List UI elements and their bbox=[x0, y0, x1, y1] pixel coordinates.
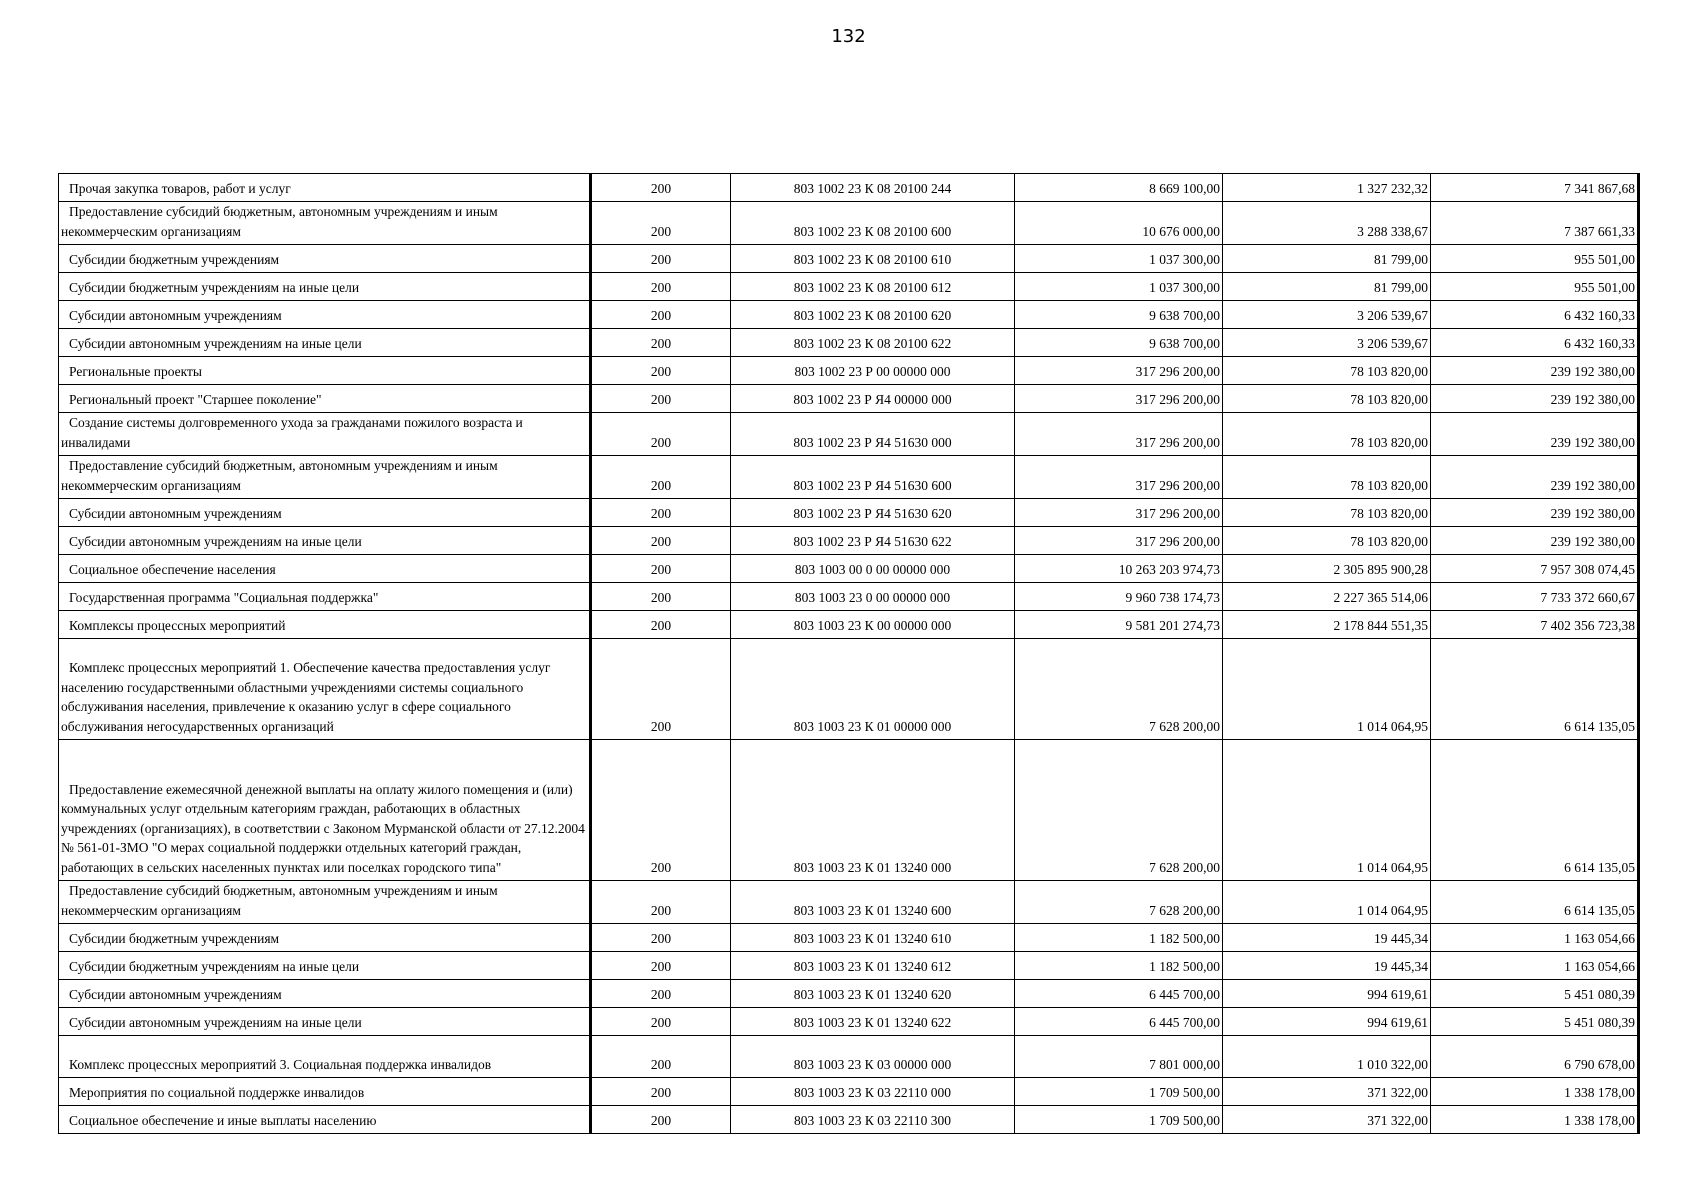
row-name-cell bbox=[59, 527, 591, 555]
table-row bbox=[59, 1036, 1639, 1078]
row-code-cell: 200 bbox=[591, 357, 731, 385]
table-row bbox=[59, 385, 1639, 413]
row-name-cell bbox=[59, 583, 591, 611]
row-kbk-cell: 803 1003 23 К 01 13240 600 bbox=[731, 881, 1015, 924]
row-remaining-cell: 239 192 380,00 bbox=[1431, 385, 1639, 413]
row-executed-cell: 2 305 895 900,28 bbox=[1223, 555, 1431, 583]
row-remaining-cell: 5 451 080,39 bbox=[1431, 980, 1639, 1008]
row-approved-cell: 1 037 300,00 bbox=[1015, 273, 1223, 301]
row-approved-cell: 317 296 200,00 bbox=[1015, 357, 1223, 385]
row-kbk-cell: 803 1003 23 К 03 22110 000 bbox=[731, 1078, 1015, 1106]
row-kbk-cell: 803 1002 23 Р 00 00000 000 bbox=[731, 357, 1015, 385]
row-approved-cell: 317 296 200,00 bbox=[1015, 499, 1223, 527]
row-remaining-cell: 6 432 160,33 bbox=[1431, 301, 1639, 329]
table-row bbox=[59, 952, 1639, 980]
row-remaining-cell: 955 501,00 bbox=[1431, 245, 1639, 273]
row-approved-cell: 317 296 200,00 bbox=[1015, 385, 1223, 413]
table-row bbox=[59, 639, 1639, 740]
row-approved-cell: 7 628 200,00 bbox=[1015, 639, 1223, 740]
row-executed-cell: 3 206 539,67 bbox=[1223, 301, 1431, 329]
row-name-text: Социальное обеспечение и иные выплаты населению bbox=[69, 1112, 377, 1128]
row-executed-cell: 81 799,00 bbox=[1223, 273, 1431, 301]
table-row bbox=[59, 273, 1639, 301]
row-code-cell: 200 bbox=[591, 924, 731, 952]
row-remaining-cell: 7 957 308 074,45 bbox=[1431, 555, 1639, 583]
row-kbk-cell: 803 1002 23 К 08 20100 600 bbox=[731, 202, 1015, 245]
row-kbk-cell: 803 1002 23 К 08 20100 244 bbox=[731, 174, 1015, 202]
row-code-cell: 200 bbox=[591, 245, 731, 273]
row-name-cell bbox=[59, 1106, 591, 1134]
row-executed-cell: 371 322,00 bbox=[1223, 1106, 1431, 1134]
row-remaining-cell: 239 192 380,00 bbox=[1431, 499, 1639, 527]
row-kbk-cell: 803 1002 23 К 08 20100 622 bbox=[731, 329, 1015, 357]
row-kbk-cell: 803 1003 23 К 01 13240 622 bbox=[731, 1008, 1015, 1036]
row-name-text: Комплекс процессных мероприятий 3. Социальная поддержка инвалидов bbox=[69, 1056, 492, 1072]
row-approved-cell: 10 676 000,00 bbox=[1015, 202, 1223, 245]
row-name-text: Предоставление субсидий бюджетным, автономным учреждениям и иным некоммерческим организациям bbox=[61, 458, 498, 493]
table-row bbox=[59, 174, 1639, 202]
row-name-cell bbox=[59, 952, 591, 980]
row-code-cell: 200 bbox=[591, 273, 731, 301]
row-remaining-cell: 6 790 678,00 bbox=[1431, 1036, 1639, 1078]
row-executed-cell: 1 014 064,95 bbox=[1223, 639, 1431, 740]
row-code-cell: 200 bbox=[591, 301, 731, 329]
table-row bbox=[59, 527, 1639, 555]
row-remaining-cell: 6 614 135,05 bbox=[1431, 881, 1639, 924]
row-name-cell bbox=[59, 980, 591, 1008]
row-executed-cell: 1 014 064,95 bbox=[1223, 881, 1431, 924]
row-name-text: Субсидии бюджетным учреждениям на иные цели bbox=[69, 958, 360, 974]
row-name-cell bbox=[59, 329, 591, 357]
row-executed-cell: 994 619,61 bbox=[1223, 1008, 1431, 1036]
row-name-cell bbox=[59, 611, 591, 639]
row-approved-cell: 10 263 203 974,73 bbox=[1015, 555, 1223, 583]
row-remaining-cell: 7 341 867,68 bbox=[1431, 174, 1639, 202]
row-approved-cell: 1 182 500,00 bbox=[1015, 952, 1223, 980]
row-name-cell bbox=[59, 385, 591, 413]
row-code-cell: 200 bbox=[591, 1036, 731, 1078]
row-code-cell: 200 bbox=[591, 611, 731, 639]
row-code-cell: 200 bbox=[591, 456, 731, 499]
row-name-cell bbox=[59, 413, 591, 456]
row-name-text: Государственная программа "Социальная поддержка" bbox=[69, 589, 379, 605]
row-name-cell bbox=[59, 639, 591, 740]
row-name-text: Комплексы процессных мероприятий bbox=[69, 617, 286, 633]
row-kbk-cell: 803 1003 00 0 00 00000 000 bbox=[731, 555, 1015, 583]
row-name-text: Комплекс процессных мероприятий 1. Обеспечение качества предоставления услуг населению государственными областными учреждениями системы социального обслуживания населения, привлечение к оказанию услуг в сфере социального обслуживания негосударственных организаций bbox=[61, 660, 551, 734]
row-kbk-cell: 803 1003 23 0 00 00000 000 bbox=[731, 583, 1015, 611]
row-code-cell: 200 bbox=[591, 413, 731, 456]
row-approved-cell: 6 445 700,00 bbox=[1015, 980, 1223, 1008]
row-executed-cell: 78 103 820,00 bbox=[1223, 357, 1431, 385]
row-approved-cell: 1 709 500,00 bbox=[1015, 1078, 1223, 1106]
row-name-cell bbox=[59, 301, 591, 329]
budget-table bbox=[58, 173, 1640, 1134]
row-remaining-cell: 1 338 178,00 bbox=[1431, 1106, 1639, 1134]
row-approved-cell: 317 296 200,00 bbox=[1015, 413, 1223, 456]
row-remaining-cell: 7 402 356 723,38 bbox=[1431, 611, 1639, 639]
row-kbk-cell: 803 1002 23 К 08 20100 610 bbox=[731, 245, 1015, 273]
row-code-cell: 200 bbox=[591, 639, 731, 740]
row-approved-cell: 1 037 300,00 bbox=[1015, 245, 1223, 273]
row-kbk-cell: 803 1003 23 К 01 00000 000 bbox=[731, 639, 1015, 740]
table-row bbox=[59, 1106, 1639, 1134]
row-name-cell bbox=[59, 924, 591, 952]
table-row bbox=[59, 924, 1639, 952]
row-name-cell bbox=[59, 881, 591, 924]
table-row bbox=[59, 583, 1639, 611]
row-name-cell bbox=[59, 555, 591, 583]
row-remaining-cell: 1 163 054,66 bbox=[1431, 952, 1639, 980]
row-code-cell: 200 bbox=[591, 329, 731, 357]
row-code-cell: 200 bbox=[591, 527, 731, 555]
row-executed-cell: 78 103 820,00 bbox=[1223, 527, 1431, 555]
table-row bbox=[59, 1008, 1639, 1036]
row-name-text: Субсидии автономным учреждениям bbox=[69, 986, 282, 1002]
row-kbk-cell: 803 1003 23 К 01 13240 610 bbox=[731, 924, 1015, 952]
row-name-text: Предоставление субсидий бюджетным, автономным учреждениям и иным некоммерческим организациям bbox=[61, 883, 498, 918]
table-row bbox=[59, 555, 1639, 583]
budget-table-body bbox=[59, 174, 1639, 1134]
row-name-text: Субсидии автономным учреждениям bbox=[69, 505, 282, 521]
row-approved-cell: 317 296 200,00 bbox=[1015, 456, 1223, 499]
row-executed-cell: 1 327 232,32 bbox=[1223, 174, 1431, 202]
row-code-cell: 200 bbox=[591, 555, 731, 583]
row-kbk-cell: 803 1003 23 К 03 00000 000 bbox=[731, 1036, 1015, 1078]
row-name-text: Субсидии бюджетным учреждениям bbox=[69, 930, 280, 946]
row-code-cell: 200 bbox=[591, 1078, 731, 1106]
row-remaining-cell: 239 192 380,00 bbox=[1431, 456, 1639, 499]
row-executed-cell: 3 206 539,67 bbox=[1223, 329, 1431, 357]
row-executed-cell: 2 227 365 514,06 bbox=[1223, 583, 1431, 611]
row-code-cell: 200 bbox=[591, 1106, 731, 1134]
row-remaining-cell: 6 614 135,05 bbox=[1431, 740, 1639, 881]
row-remaining-cell: 1 163 054,66 bbox=[1431, 924, 1639, 952]
row-executed-cell: 78 103 820,00 bbox=[1223, 413, 1431, 456]
table-row bbox=[59, 1078, 1639, 1106]
row-approved-cell: 9 960 738 174,73 bbox=[1015, 583, 1223, 611]
table-row bbox=[59, 245, 1639, 273]
row-kbk-cell: 803 1002 23 Р Я4 51630 622 bbox=[731, 527, 1015, 555]
row-executed-cell: 1 010 322,00 bbox=[1223, 1036, 1431, 1078]
row-code-cell: 200 bbox=[591, 385, 731, 413]
row-remaining-cell: 239 192 380,00 bbox=[1431, 527, 1639, 555]
table-row bbox=[59, 329, 1639, 357]
row-approved-cell: 6 445 700,00 bbox=[1015, 1008, 1223, 1036]
row-kbk-cell: 803 1003 23 К 01 13240 612 bbox=[731, 952, 1015, 980]
row-remaining-cell: 239 192 380,00 bbox=[1431, 413, 1639, 456]
row-name-text: Предоставление ежемесячной денежной выплаты на оплату жилого помещения и (или) коммунальных услуг отдельным категориям граждан, работающих в областных учреждениях (организациях), в соответствии с Законом Мурманской области от 27.12.2004 № 561-01-ЗМО "О мерах социальной поддержки отдельных категорий граждан, работающих в сельских населенных пунктах или поселках городского типа" bbox=[61, 781, 585, 875]
row-approved-cell: 7 628 200,00 bbox=[1015, 881, 1223, 924]
row-remaining-cell: 7 733 372 660,67 bbox=[1431, 583, 1639, 611]
row-name-text: Мероприятия по социальной поддержке инвалидов bbox=[69, 1084, 365, 1100]
row-remaining-cell: 6 614 135,05 bbox=[1431, 639, 1639, 740]
row-kbk-cell: 803 1002 23 Р Я4 51630 620 bbox=[731, 499, 1015, 527]
row-name-cell bbox=[59, 740, 591, 881]
row-name-text: Социальное обеспечение населения bbox=[69, 561, 276, 577]
table-row bbox=[59, 740, 1639, 881]
row-executed-cell: 371 322,00 bbox=[1223, 1078, 1431, 1106]
row-executed-cell: 1 014 064,95 bbox=[1223, 740, 1431, 881]
row-approved-cell: 7 801 000,00 bbox=[1015, 1036, 1223, 1078]
row-remaining-cell: 239 192 380,00 bbox=[1431, 357, 1639, 385]
row-code-cell: 200 bbox=[591, 952, 731, 980]
row-name-text: Прочая закупка товаров, работ и услуг bbox=[69, 180, 291, 196]
row-name-cell bbox=[59, 1008, 591, 1036]
table-row bbox=[59, 881, 1639, 924]
row-code-cell: 200 bbox=[591, 1008, 731, 1036]
row-code-cell: 200 bbox=[591, 583, 731, 611]
row-approved-cell: 9 638 700,00 bbox=[1015, 301, 1223, 329]
row-kbk-cell: 803 1003 23 К 00 00000 000 bbox=[731, 611, 1015, 639]
row-executed-cell: 81 799,00 bbox=[1223, 245, 1431, 273]
row-code-cell: 200 bbox=[591, 740, 731, 881]
row-name-cell bbox=[59, 174, 591, 202]
row-name-text: Субсидии автономным учреждениям на иные цели bbox=[69, 335, 362, 351]
row-name-text: Региональные проекты bbox=[69, 363, 202, 379]
row-executed-cell: 78 103 820,00 bbox=[1223, 499, 1431, 527]
table-row bbox=[59, 611, 1639, 639]
row-executed-cell: 3 288 338,67 bbox=[1223, 202, 1431, 245]
row-executed-cell: 78 103 820,00 bbox=[1223, 456, 1431, 499]
row-name-text: Предоставление субсидий бюджетным, автономным учреждениям и иным некоммерческим организациям bbox=[61, 204, 498, 239]
row-name-cell bbox=[59, 499, 591, 527]
row-name-cell bbox=[59, 1078, 591, 1106]
row-remaining-cell: 7 387 661,33 bbox=[1431, 202, 1639, 245]
row-name-cell bbox=[59, 202, 591, 245]
row-name-text: Субсидии бюджетным учреждениям на иные цели bbox=[69, 279, 360, 295]
row-name-cell bbox=[59, 456, 591, 499]
row-kbk-cell: 803 1002 23 Р Я4 51630 600 bbox=[731, 456, 1015, 499]
table-row bbox=[59, 456, 1639, 499]
row-remaining-cell: 955 501,00 bbox=[1431, 273, 1639, 301]
row-approved-cell: 9 581 201 274,73 bbox=[1015, 611, 1223, 639]
row-code-cell: 200 bbox=[591, 499, 731, 527]
row-name-text: Субсидии автономным учреждениям на иные цели bbox=[69, 1014, 362, 1030]
table-row bbox=[59, 202, 1639, 245]
row-kbk-cell: 803 1002 23 Р Я4 51630 000 bbox=[731, 413, 1015, 456]
row-executed-cell: 78 103 820,00 bbox=[1223, 385, 1431, 413]
table-row bbox=[59, 413, 1639, 456]
row-code-cell: 200 bbox=[591, 202, 731, 245]
table-row bbox=[59, 301, 1639, 329]
row-remaining-cell: 1 338 178,00 bbox=[1431, 1078, 1639, 1106]
row-code-cell: 200 bbox=[591, 881, 731, 924]
row-kbk-cell: 803 1002 23 К 08 20100 620 bbox=[731, 301, 1015, 329]
row-executed-cell: 2 178 844 551,35 bbox=[1223, 611, 1431, 639]
row-name-cell bbox=[59, 245, 591, 273]
row-executed-cell: 19 445,34 bbox=[1223, 924, 1431, 952]
row-approved-cell: 9 638 700,00 bbox=[1015, 329, 1223, 357]
row-executed-cell: 994 619,61 bbox=[1223, 980, 1431, 1008]
row-remaining-cell: 6 432 160,33 bbox=[1431, 329, 1639, 357]
row-kbk-cell: 803 1002 23 К 08 20100 612 bbox=[731, 273, 1015, 301]
row-name-cell bbox=[59, 1036, 591, 1078]
row-approved-cell: 317 296 200,00 bbox=[1015, 527, 1223, 555]
row-name-text: Создание системы долговременного ухода за гражданами пожилого возраста и инвалидами bbox=[61, 415, 523, 450]
table-row bbox=[59, 357, 1639, 385]
page-number: 132 bbox=[831, 26, 866, 47]
row-code-cell: 200 bbox=[591, 174, 731, 202]
row-kbk-cell: 803 1003 23 К 01 13240 620 bbox=[731, 980, 1015, 1008]
row-approved-cell: 1 709 500,00 bbox=[1015, 1106, 1223, 1134]
row-name-text: Субсидии автономным учреждениям на иные цели bbox=[69, 533, 362, 549]
row-approved-cell: 1 182 500,00 bbox=[1015, 924, 1223, 952]
row-name-cell bbox=[59, 273, 591, 301]
row-kbk-cell: 803 1003 23 К 01 13240 000 bbox=[731, 740, 1015, 881]
table-row bbox=[59, 499, 1639, 527]
row-approved-cell: 8 669 100,00 bbox=[1015, 174, 1223, 202]
row-name-text: Региональный проект "Старшее поколение" bbox=[69, 391, 322, 407]
row-code-cell: 200 bbox=[591, 980, 731, 1008]
row-name-text: Субсидии бюджетным учреждениям bbox=[69, 251, 280, 267]
row-executed-cell: 19 445,34 bbox=[1223, 952, 1431, 980]
row-kbk-cell: 803 1003 23 К 03 22110 300 bbox=[731, 1106, 1015, 1134]
row-remaining-cell: 5 451 080,39 bbox=[1431, 1008, 1639, 1036]
row-name-cell bbox=[59, 357, 591, 385]
row-kbk-cell: 803 1002 23 Р Я4 00000 000 bbox=[731, 385, 1015, 413]
row-approved-cell: 7 628 200,00 bbox=[1015, 740, 1223, 881]
table-row bbox=[59, 980, 1639, 1008]
row-name-text: Субсидии автономным учреждениям bbox=[69, 307, 282, 323]
